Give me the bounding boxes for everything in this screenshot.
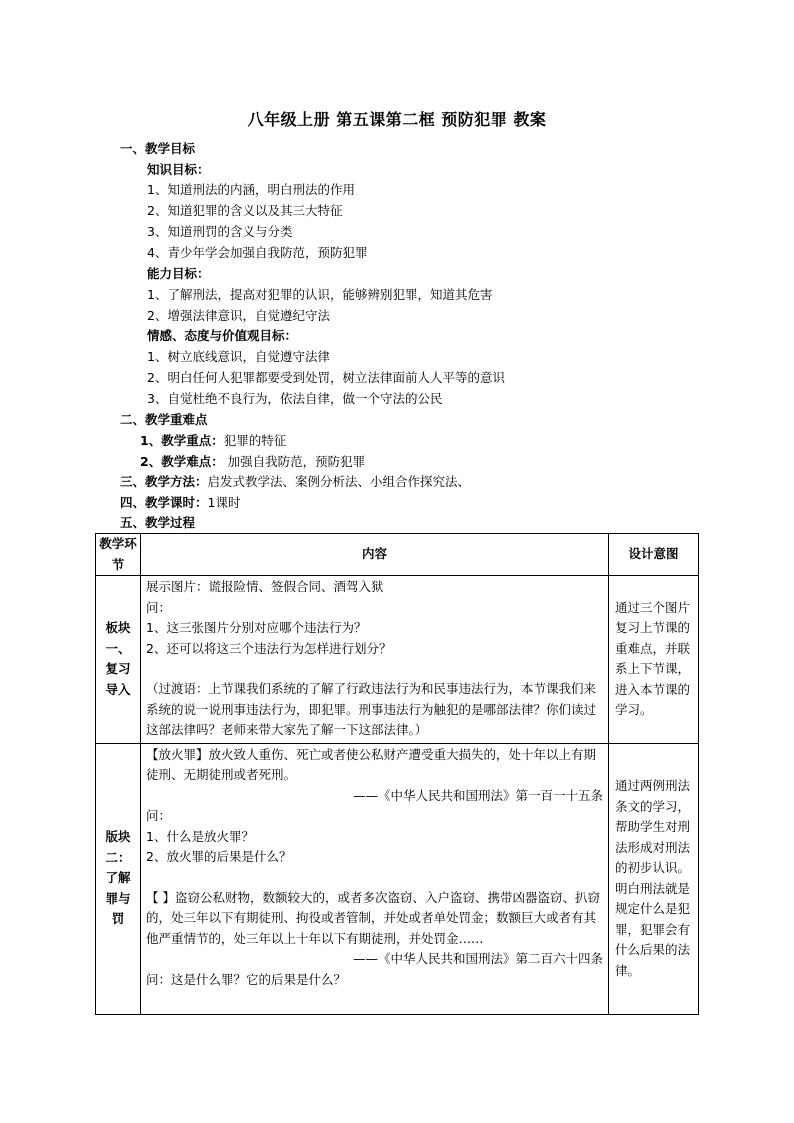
difficult-point-text: 加强自我防范，预防犯罪 [223, 454, 366, 469]
emotion-item: 1、树立底线意识，自觉遵守法律 [147, 349, 330, 364]
row-content [141, 743, 609, 1014]
knowledge-objectives-heading: 知识目标： [147, 162, 210, 177]
row-purpose: 通过三个图片复习上节课的重难点，并联系上下节课，进入本节课的学习。 [609, 576, 699, 744]
ability-item: 2、增强法律意识，自觉遵纪守法 [147, 308, 330, 323]
law-citation: ——《中华人民共和国刑法》第二百六十四条 [352, 951, 603, 966]
teaching-method-text: 启发式教学法、案例分析法、小组合作探究法、 [207, 474, 471, 489]
header-purpose: 设计意图 [609, 534, 699, 576]
key-point-text: 犯罪的特征 [223, 433, 287, 448]
table-row [96, 576, 699, 744]
content-line: 展示图片：谎报险情、签假合同、酒驾入狱 [146, 579, 384, 594]
content-line: 1、这三张图片分别对应哪个违法行为？ [146, 620, 367, 635]
knowledge-item: 3、知道刑罚的含义与分类 [147, 224, 293, 239]
content-line: 1、什么是放火罪？ [146, 828, 254, 844]
teaching-method [120, 472, 470, 492]
difficult-point-label: 2、教学难点： [140, 454, 224, 469]
row-segment: 板块一、复习导入 [96, 576, 141, 744]
row-purpose: 通过两例刑法条文的学习，帮助学生对刑法形成对刑法的初步认识。明白刑法就是规定什么是犯罪，犯罪会有什么后果的法律。 [609, 743, 699, 1014]
content-line: 2、还可以将这三个违法行为怎样进行划分？ [146, 640, 392, 656]
key-point [140, 431, 286, 451]
key-point-label: 1、教学重点： [140, 433, 224, 448]
teaching-method-label: 三、教学方法： [120, 474, 208, 489]
table-row [96, 743, 699, 1014]
row-segment: 版块二：了解罪与罚 [96, 743, 141, 1014]
teaching-hours [120, 493, 240, 513]
content-paragraph: （过渡语：上节课我们系统的了解了行政违法行为和民事违法行为，本节课我们来系统的说一说刑事违法行为，即犯罪。刑事违法行为触犯的是哪部法律？你们读过这部法律吗？老师来带大家先了解一下这部法律。） [146, 681, 597, 737]
content-line: 2、放火罪的后果是什么？ [146, 849, 292, 864]
content-line: 问： [146, 808, 172, 823]
content-line: 问： [146, 599, 172, 615]
lesson-process-table [95, 533, 699, 1015]
section-objectives-heading: 一、教学目标 [120, 141, 196, 156]
section-key-difficult-heading: 二、教学重难点 [120, 412, 208, 427]
content-line: 问：这是什么罪？它的后果是什么？ [146, 971, 347, 987]
knowledge-item: 1、知道刑法的内涵，明白刑法的作用 [147, 182, 355, 197]
law-article: 【 】盗窃公私财物，数额较大的，或者多次盗窃、入户盗窃、携带凶器盗窃、扒窃的，处三年以下有期徒刑、拘役或者管制，并处或者单处罚金；数额巨大或者有其他严重情节的，处三年以上十年以下有期徒刑，并处罚金…… [146, 889, 600, 946]
difficult-point [140, 452, 365, 472]
emotion-item: 3、自觉杜绝不良行为，依法自律，做一个守法的公民 [147, 391, 443, 406]
knowledge-item: 2、知道犯罪的含义以及其三大特征 [147, 203, 343, 218]
knowledge-item: 4、青少年学会加强自我防范，预防犯罪 [147, 245, 368, 260]
spacer [146, 868, 603, 888]
emotion-item: 2、明白任何人犯罪都要受到处罚，树立法律面前人人平等的意识 [147, 370, 505, 385]
law-article: 【放火罪】放火致人重伤、死亡或者使公私财产遭受重大损失的，处十年以上有期徒刑、无期徒刑或者死刑。 [146, 746, 597, 782]
teaching-hours-text: 1课时 [207, 495, 241, 510]
emotion-objectives-heading: 情感、态度与价值观目标： [147, 328, 298, 343]
teaching-hours-label: 四、教学课时： [120, 495, 208, 510]
section-process-heading: 五、教学过程 [120, 515, 196, 530]
ability-objectives-heading: 能力目标： [147, 266, 210, 281]
row-content [141, 576, 609, 744]
table-header-row [96, 534, 699, 576]
header-segment: 教学环节 [96, 534, 141, 576]
header-content: 内容 [141, 534, 609, 576]
law-citation: ——《中华人民共和国刑法》第一百一十五条 [352, 787, 603, 803]
ability-item: 1、了解刑法，提高对犯罪的认识，能够辨别犯罪，知道其危害 [147, 287, 493, 302]
document-title: 八年级上册 第五课第二框 预防犯罪 教案 [247, 110, 547, 129]
spacer [146, 659, 603, 679]
